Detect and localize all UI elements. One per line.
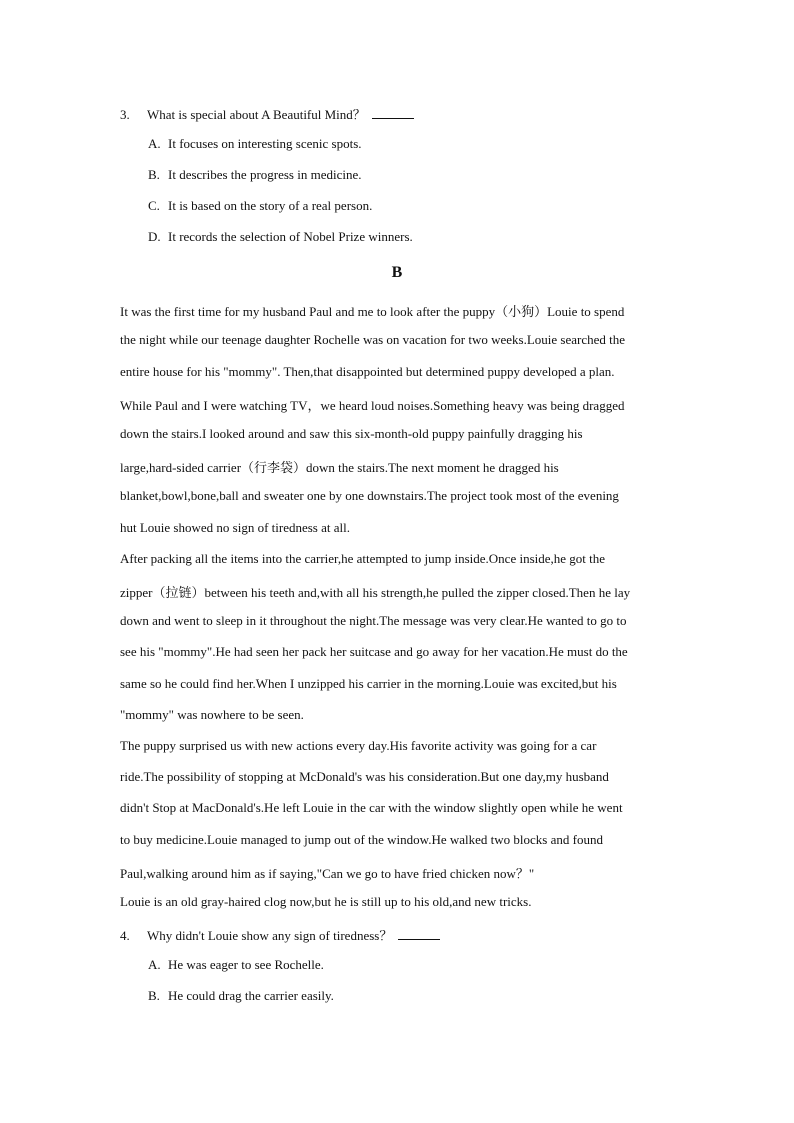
passage-line: The puppy surprised us with new actions every day.His favorite activity was going for a car <box>120 738 597 753</box>
passage-line: hut Louie showed no sign of tiredness at all. <box>120 520 350 535</box>
option-a <box>148 136 362 152</box>
option-d <box>148 229 413 245</box>
passage-line: Paul,walking around him as if saying,"Can we go to have fried chicken now？" <box>120 866 535 881</box>
passage-line: see his "mommy".He had seen her pack her suitcase and go away for her vacation.He must do the <box>120 644 628 659</box>
passage-line: After packing all the items into the carrier,he attempted to jump inside.Once inside,he got the <box>120 551 606 566</box>
option-text: He could drag the carrier easily. <box>168 988 334 1003</box>
question-number: 4. <box>120 928 130 943</box>
passage-line: "mommy" was nowhere to be seen. <box>120 707 304 722</box>
passage-line: the night while our teenage daughter Rochelle was on vacation for two weeks.Louie searched the <box>120 332 626 347</box>
passage-line: large,hard-sided carrier（行李袋）down the stairs.The next moment he dragged his <box>120 460 559 475</box>
passage-line: blanket,bowl,bone,ball and sweater one by one downstairs.The project took most of the evening <box>120 488 619 503</box>
option-letter: A. <box>148 957 161 972</box>
option-letter: D. <box>148 229 161 244</box>
option-letter: C. <box>148 198 160 213</box>
option-text: It is based on the story of a real person. <box>168 198 373 213</box>
question-number: 3. <box>120 107 130 122</box>
passage-line: same so he could find her.When I unzipped his carrier in the morning.Louie was excited,but his <box>120 676 617 691</box>
section-heading: B <box>391 264 403 281</box>
passage-line: Louie is an old gray-haired clog now,but he is still up to his old,and new tricks. <box>120 894 532 909</box>
option-text: It records the selection of Nobel Prize winners. <box>168 229 413 244</box>
option-c <box>148 198 372 214</box>
passage-line: It was the first time for my husband Paul and me to look after the puppy（小狗）Louie to spend <box>120 304 625 319</box>
question-3 <box>120 104 414 123</box>
option-text: It describes the progress in medicine. <box>168 167 362 182</box>
passage-line: While Paul and I were watching TV，we heard loud noises.Something heavy was being dragged <box>120 398 625 413</box>
passage-line: zipper（拉链）between his teeth and,with all his strength,he pulled the zipper closed.Then he lay <box>120 585 631 600</box>
answer-blank <box>372 106 414 119</box>
passage-line: down and went to sleep in it throughout the night.The message was very clear.He wanted to go to <box>120 613 627 628</box>
passage-line: entire house for his "mommy". Then,that disappointed but determined puppy developed a plan. <box>120 364 615 379</box>
question-text: Why didn't Louie show any sign of tiredness？ <box>147 928 393 943</box>
question-text: What is special about A Beautiful Mind？ <box>147 107 366 122</box>
answer-blank <box>398 927 440 940</box>
option-text: It focuses on interesting scenic spots. <box>168 136 362 151</box>
option-a <box>148 957 324 973</box>
option-letter: A. <box>148 136 161 151</box>
option-text: He was eager to see Rochelle. <box>168 957 324 972</box>
option-letter: B. <box>148 988 160 1003</box>
passage-line: ride.The possibility of stopping at McDonald's was his consideration.But one day,my husband <box>120 769 609 784</box>
option-b <box>148 988 334 1004</box>
option-letter: B. <box>148 167 160 182</box>
passage-line: to buy medicine.Louie managed to jump out of the window.He walked two blocks and found <box>120 832 603 847</box>
question-4 <box>120 925 440 944</box>
option-b <box>148 167 362 183</box>
passage-line: down the stairs.I looked around and saw this six-month-old puppy painfully dragging his <box>120 426 583 441</box>
passage-line: didn't Stop at MacDonald's.He left Louie in the car with the window slightly open while he went <box>120 800 623 815</box>
